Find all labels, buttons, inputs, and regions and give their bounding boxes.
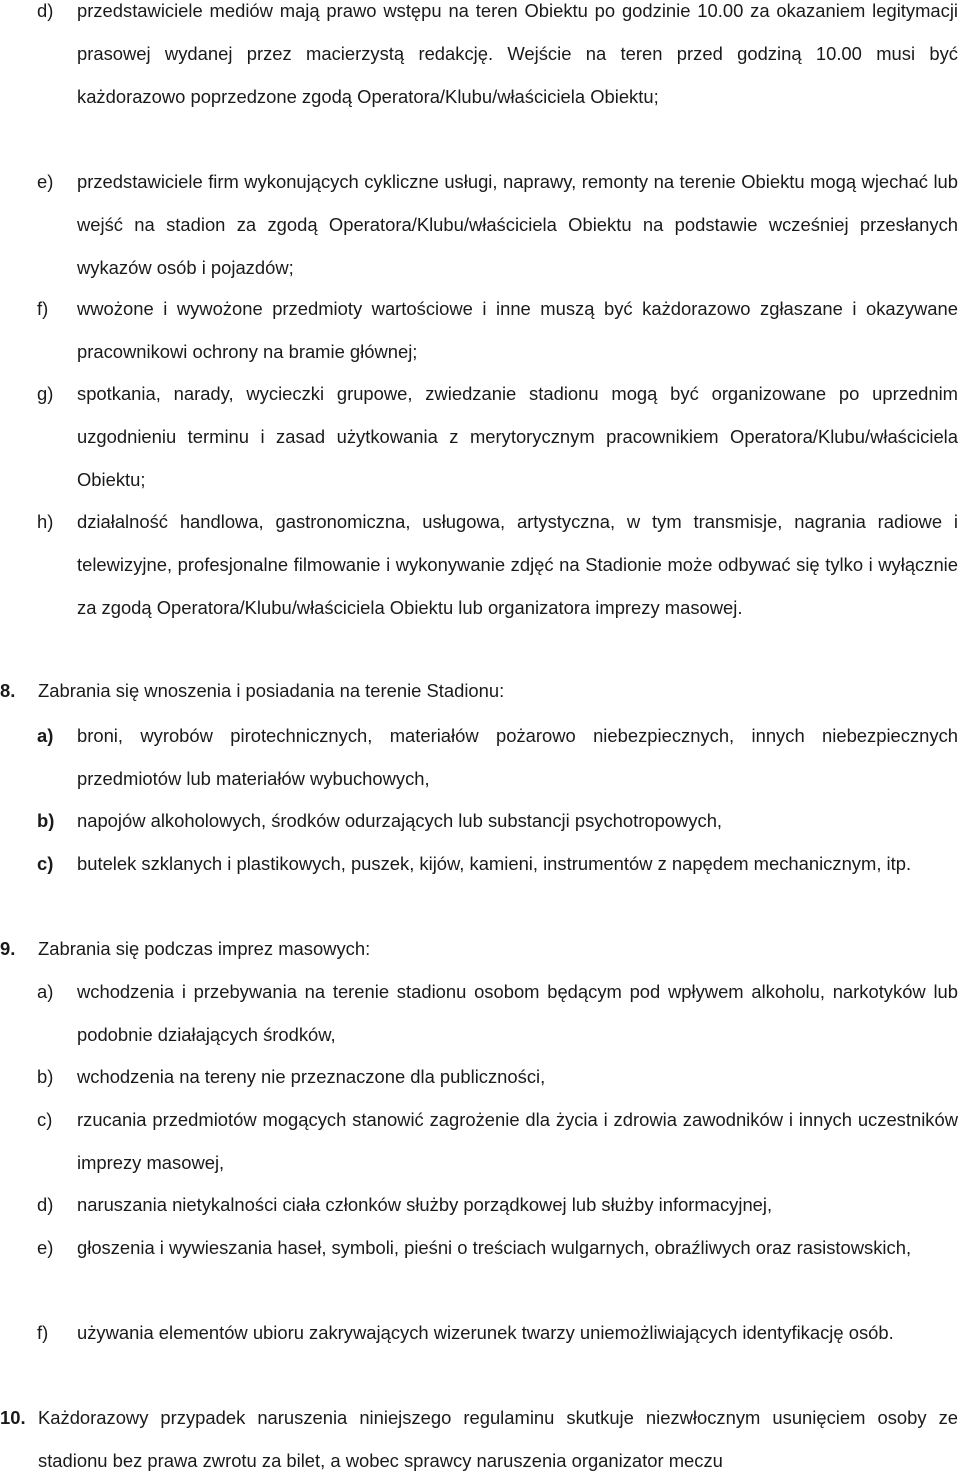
list-item-text: głoszenia i wywieszania haseł, symboli, pieśni o treściach wulgarnych, obraźliwych oraz rasistowskich, [77,1237,912,1258]
list-item-text: napojów alkoholowych, środków odurzających lub substancji psychotropowych, [77,810,723,831]
list-item-text: rzucania przedmiotów mogących stanowić zagrożenie dla życia i zdrowia zawodników i innych uczestników imprezy masowej, [77,1109,958,1173]
list-marker: f) [37,1322,49,1343]
list-item-text: butelek szklanych i plastikowych, puszek, kijów, kamieni, instrumentów z napędem mechanicznym, itp. [77,853,912,874]
list-marker: c) [37,853,54,874]
list-marker: b) [37,810,55,831]
section-text: Zabrania się podczas imprez masowych: [38,938,371,959]
list-item-text: naruszania nietykalności ciała członków służby porządkowej lub służby informacyjnej, [77,1194,773,1215]
list-item-9c-throwing [0,1099,960,1185]
list-item-9a-intoxicated [0,971,960,1057]
list-item-text: wchodzenia na tereny nie przeznaczone dla publiczności, [77,1066,546,1087]
list-marker: e) [37,1237,54,1258]
list-marker: g) [37,383,54,404]
section-9-heading [0,928,960,971]
list-item-text: przedstawiciele firm wykonujących cykliczne usługi, naprawy, remonty na terenie Obiektu mogą wjechać lub wejść na stadion za zgodą Operatora/Klubu/właściciela Obiektu na podstawie wcześniej przesłanych wykazów osób i pojazdów; [77,171,958,278]
list-item-9f-face-covering [0,1312,960,1355]
list-item-text: wwożone i wywożone przedmioty wartościowe i inne muszą być każdorazowo zgłaszane i okazywane pracownikowi ochrony na bramie głównej; [77,298,958,362]
list-marker: d) [37,1194,54,1215]
list-item-9e-slogans [0,1227,960,1270]
section-10-heading [0,1397,960,1483]
list-marker: a) [37,725,54,746]
list-item-h-commercial [0,501,960,629]
list-item-9b-restricted-areas [0,1056,960,1099]
section-8-heading [0,670,960,713]
section-number: 10. [0,1407,26,1428]
list-item-text: spotkania, narady, wycieczki grupowe, zwiedzanie stadionu mogą być organizowane po uprzednim uzgodnieniu terminu i zasad użytkowania z merytorycznym pracownikiem Operatora/Klubu/właściciela Obiektu; [77,383,958,490]
list-marker: c) [37,1109,53,1130]
list-item-text: broni, wyrobów pirotechnicznych, materiałów pożarowo niebezpiecznych, innych niebezpiecznych przedmiotów lub materiałów wybuchowych, [77,725,958,789]
section-text: Zabrania się wnoszenia i posiadania na terenie Stadionu: [38,680,505,701]
list-item-e-service-firms [0,161,960,289]
list-item-d-media [0,0,960,118]
list-marker: d) [37,0,54,21]
list-marker: e) [37,171,54,192]
list-item-8a-weapons [0,715,960,801]
list-marker: f) [37,298,49,319]
list-item-g-meetings [0,373,960,501]
list-item-8b-alcohol [0,800,960,843]
list-marker: b) [37,1066,54,1087]
list-item-text: przedstawiciele mediów mają prawo wstępu na teren Obiektu po godzinie 10.00 za okazaniem legitymacji prasowej wydanej przez macierzystą redakcję. Wejście na teren przed godziną 10.00 musi być każdorazowo poprzedzone zgodą Operatora/Klubu/właściciela Obiektu; [77,0,958,107]
list-item-9d-inviolability [0,1184,960,1227]
list-item-text: działalność handlowa, gastronomiczna, usługowa, artystyczna, w tym transmisje, nagrania radiowe i telewizyjne, profesjonalne filmowanie i wykonywanie zdjęć na Stadionie może odbywać się tylko i wyłącznie za zgodą Operatora/Klubu/właściciela Obiektu lub organizatora imprezy masowej. [77,511,958,618]
section-number: 8. [0,680,16,701]
list-item-f-valuables [0,288,960,374]
section-number: 9. [0,938,16,959]
list-item-text: używania elementów ubioru zakrywających wizerunek twarzy uniemożliwiających identyfikację osób. [77,1322,894,1343]
list-marker: a) [37,981,54,1002]
section-text: Każdorazowy przypadek naruszenia niniejszego regulaminu skutkuje niezwłocznym usunięciem osoby ze stadionu bez prawa zwrotu za bilet, a wobec sprawcy naruszenia organizator meczu [38,1407,958,1471]
list-item-8c-bottles [0,843,960,886]
list-item-text: wchodzenia i przebywania na terenie stadionu osobom będącym pod wpływem alkoholu, narkotyków lub podobnie działających środków, [77,981,958,1045]
list-marker: h) [37,511,54,532]
